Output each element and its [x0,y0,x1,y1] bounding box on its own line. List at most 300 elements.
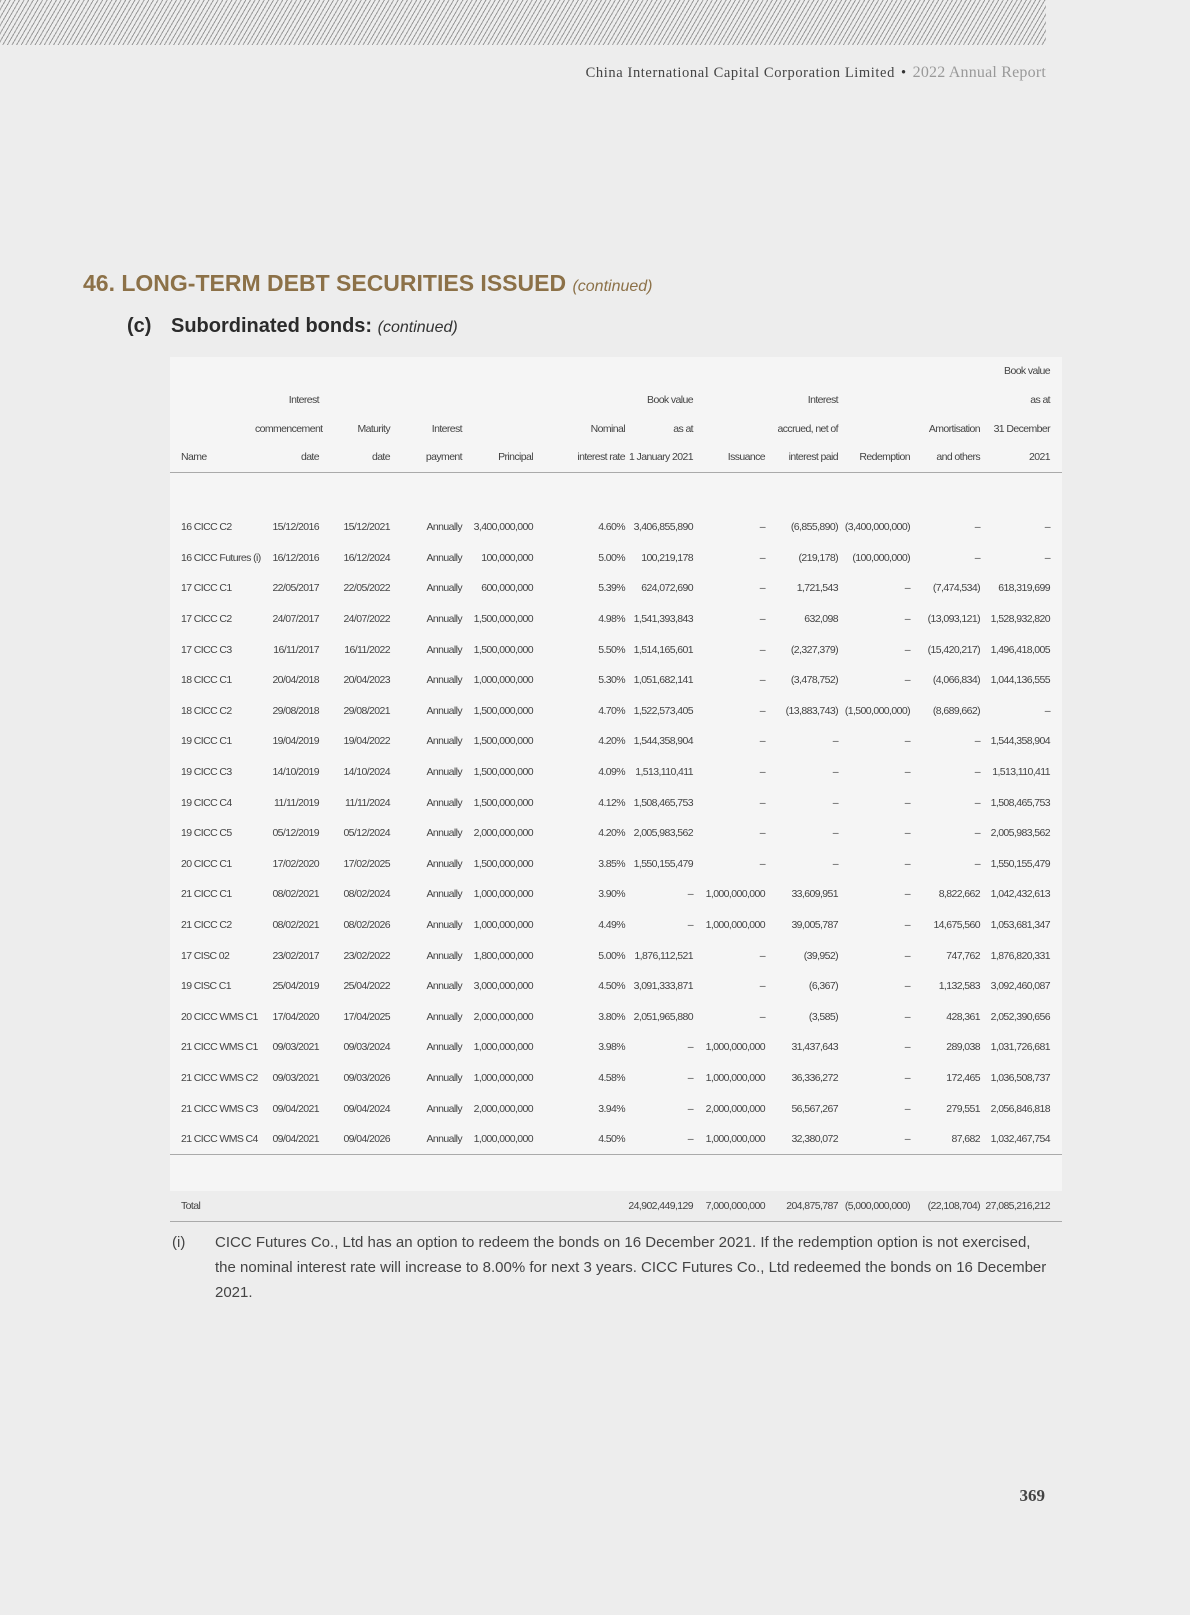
table-cell: – [974,796,980,809]
column-header [462,385,533,414]
table-cell: 08/02/2026 [343,919,390,932]
table-cell: Annually [426,1010,462,1023]
report-name: 2022 Annual Report [912,64,1046,81]
table-cell: 1,000,000,000 [473,919,533,932]
table-row [170,696,1062,727]
subsection-title-text: Subordinated bonds: [171,315,373,337]
table-cell: 1,514,165,601 [633,643,693,656]
table-cell: (100,000,000) [852,551,910,564]
table-cell: 1,031,726,681 [990,1041,1050,1054]
table-cell: 1,500,000,000 [473,704,533,717]
table-cell: 19 CICC C4 [181,796,232,809]
table-cell: 1,500,000,000 [473,766,533,779]
table-cell: 2,000,000,000 [473,1010,533,1023]
table-cell: (2,327,379) [790,643,838,656]
table-cell: 172,465 [946,1071,980,1084]
table-cell: 428,361 [946,1010,980,1023]
table-cell: – [904,643,910,656]
table-cell: – [832,827,838,840]
table-row [170,665,1062,696]
table-cell: – [974,551,980,564]
table-cell: 08/02/2021 [272,888,319,901]
table-cell: 5.00% [598,551,625,564]
total-cell: (5,000,000,000) [838,1190,910,1221]
table-cell: 1,000,000,000 [705,1071,765,1084]
subsection-label: (c) [127,315,152,337]
header-row [170,385,1062,414]
table-cell: 21 CICC WMS C4 [170,1124,255,1155]
pad-cell [1050,443,1062,472]
table-cell: (13,093,121) [927,613,980,626]
table-cell: – [904,888,910,901]
table-cell: – [832,766,838,779]
footnote-text: CICC Futures Co., Ltd has an option to redeem the bonds on 16 December 2021. If the redemption option is not exercised, the nominal interest rate will increase to 8.00% for next 3 years. CICC Futures Co., Ltd redeemed the bonds on 16 December 2021. [215,1234,1047,1301]
table-cell: 25/04/2022 [343,980,390,993]
table-cell: Annually [426,551,462,564]
table-cell: Annually [426,949,462,962]
table-cell: 16/11/2017 [273,643,319,656]
table-row [170,971,1062,1002]
column-header [255,356,319,385]
table-cell: 1,000,000,000 [473,888,533,901]
column-header [693,356,765,385]
table-cell: – [759,766,765,779]
table-cell: – [904,674,910,687]
column-header [390,385,462,414]
table-cell: Annually [426,796,462,809]
table-cell: 279,551 [946,1102,980,1115]
table-cell: 1,036,508,737 [990,1071,1050,1084]
column-header [170,356,255,385]
table-cell: 1,508,465,753 [633,796,693,809]
column-header: Principal [462,443,533,472]
table-row [170,910,1062,941]
table-cell: Annually [426,704,462,717]
table-cell: 32,380,072 [765,1124,838,1155]
table-cell: 14/10/2024 [343,766,390,779]
table-cell: 2,056,846,818 [990,1102,1050,1115]
pad-cell [1050,512,1062,543]
table-cell: (39,952) [803,949,838,962]
pad-cell [1050,879,1062,910]
column-header: as at [673,422,693,435]
table-cell: – [759,674,765,687]
table-cell: 1,500,000,000 [473,613,533,626]
table-cell: Annually [390,1124,462,1155]
table-cell: Annually [426,1102,462,1115]
table-cell: 15/12/2021 [343,521,390,534]
table-cell: 16/12/2016 [272,551,319,564]
column-header: 31 December [993,422,1050,435]
pad-cell [1050,1093,1062,1124]
table-cell: 2,005,983,562 [990,827,1050,840]
table-cell: Annually [426,521,462,534]
table-row [170,849,1062,880]
table-cell: 1,500,000,000 [473,735,533,748]
decorative-hatch-band [0,0,1046,45]
table-cell: – [832,735,838,748]
table-cell: (1,500,000,000) [844,704,910,717]
table-cell: – [904,613,910,626]
header-row [170,356,1062,385]
table-cell: 19 CICC C3 [181,766,232,779]
table-cell: 14,675,560 [933,919,980,932]
table-cell: – [838,1124,910,1155]
table-cell: 19 CISC C1 [181,980,232,993]
pad-cell [1050,1063,1062,1094]
table-cell: 17/04/2020 [272,1010,319,1023]
pad-cell [1050,849,1062,880]
pad-cell [1050,818,1062,849]
table-row [170,1093,1062,1124]
column-header [838,385,910,414]
table-cell: 24/07/2022 [343,613,390,626]
column-header: Book value [647,393,693,406]
table-cell: 3.85% [598,857,625,870]
table-cell: 5.50% [598,643,625,656]
table-cell: 1,522,573,405 [633,704,693,717]
column-header [838,414,910,443]
total-cell [462,1190,533,1221]
table-cell: 09/03/2021 [272,1041,319,1054]
table-cell: 1,000,000,000 [462,1124,533,1155]
table-cell: – [974,521,980,534]
column-header: and others [910,443,980,472]
table-cell: 4.60% [598,521,625,534]
table-cell: – [1044,704,1050,717]
table-cell: 19/04/2019 [272,735,319,748]
table-cell: 289,038 [946,1041,980,1054]
table-cell: 11/11/2019 [274,796,319,809]
column-header [533,356,625,385]
column-header: interest paid [765,443,838,472]
table-cell: 1,876,820,331 [990,949,1050,962]
column-header [390,356,462,385]
table-cell: Annually [426,766,462,779]
table-cell: 33,609,951 [791,888,838,901]
column-header [838,356,910,385]
table-cell: 17 CICC C3 [181,643,232,656]
table-cell: 618,319,699 [998,582,1050,595]
table-cell: 16 CICC C2 [181,521,232,534]
pad-cell [1050,1124,1062,1155]
table-cell: – [759,1010,765,1023]
table-cell: 25/04/2019 [272,980,319,993]
table-cell: (7,474,534) [932,582,980,595]
table-cell: 1,000,000,000 [705,1041,765,1054]
table-cell: (6,855,890) [790,521,838,534]
table-cell: Annually [426,919,462,932]
column-header [910,356,980,385]
table-row [170,879,1062,910]
table-cell: 1,544,358,904 [633,735,693,748]
pad-cell [1050,385,1062,414]
table-cell: 632,098 [804,613,838,626]
total-cell: 24,902,449,129 [625,1190,693,1221]
table-cell: 4.09% [598,766,625,779]
table-cell: 5.00% [598,949,625,962]
table-cell: 1,000,000,000 [705,888,765,901]
column-header: Interest [431,422,462,435]
column-header [462,414,533,443]
table-cell: – [687,888,693,901]
pad-cell [1050,1002,1062,1033]
table-cell: 29/08/2021 [343,704,390,717]
table-cell: 1,000,000,000 [473,1041,533,1054]
table-cell: – [904,1041,910,1054]
table-cell: – [904,1010,910,1023]
table-cell: 23/02/2017 [272,949,319,962]
table-cell: – [904,582,910,595]
table-cell: 1,528,932,820 [990,613,1050,626]
footnote [172,1230,1048,1305]
table-cell: – [974,735,980,748]
table-cell: 1,876,112,521 [634,949,693,962]
table-cell: – [687,919,693,932]
spacer-row [170,1154,1062,1190]
table-cell: 09/03/2021 [272,1071,319,1084]
column-header: commencement [255,422,323,435]
table-cell: 1,053,681,347 [990,919,1050,932]
table-cell: – [904,980,910,993]
table-cell: – [625,1124,693,1155]
table-cell: (3,585) [808,1010,838,1023]
table-cell: 21 CICC WMS C3 [181,1102,258,1115]
table-cell: 1,000,000,000 [693,1124,765,1155]
table-cell: 09/03/2024 [343,1041,390,1054]
column-header [625,356,693,385]
table-cell: 1,000,000,000 [473,1071,533,1084]
table-cell: 20 CICC WMS C1 [181,1010,258,1023]
table-cell: 17 CISC 02 [181,949,230,962]
table-cell: 4.12% [598,796,625,809]
table-row [170,726,1062,757]
section-title-text: 46. LONG-TERM DEBT SECURITIES ISSUED [83,270,567,296]
subsection-continued: (continued) [377,319,458,336]
table-cell: 11/11/2024 [345,796,390,809]
table-row [170,573,1062,604]
separator-dot: • [900,65,907,81]
table-cell: 19/04/2022 [343,735,390,748]
table-cell: 4.58% [598,1071,625,1084]
pad-cell [1050,787,1062,818]
table-cell: 09/04/2021 [272,1102,319,1115]
total-row [170,1190,1062,1221]
table-cell: 15/12/2016 [272,521,319,534]
table-cell: Annually [426,1041,462,1054]
table-cell: – [759,704,765,717]
table-cell: 4.98% [598,613,625,626]
table-cell: Annually [426,980,462,993]
column-header: Nominal [590,422,625,435]
table-cell: 4.20% [598,827,625,840]
table-row [170,512,1062,543]
table-cell: Annually [426,643,462,656]
table-cell: 4.20% [598,735,625,748]
column-header [693,385,765,414]
table-cell: 1,051,682,141 [633,674,693,687]
pad-cell [1050,757,1062,788]
pad-cell [1050,604,1062,635]
table-cell: – [759,857,765,870]
table-cell: 17/02/2025 [343,857,390,870]
table-row [170,604,1062,635]
pad-cell [1050,1032,1062,1063]
column-header: Amortisation [928,422,980,435]
table-row [170,757,1062,788]
table-cell: 3,091,333,871 [633,980,693,993]
table-cell: 3.94% [598,1102,625,1115]
table-cell: 17 CICC C1 [181,582,232,595]
table-cell: (3,400,000,000) [844,521,910,534]
table-cell: – [974,766,980,779]
column-header [765,356,838,385]
table-cell: – [759,980,765,993]
table-cell: 1,800,000,000 [473,949,533,962]
spacer-row [170,472,1062,512]
table-cell: – [904,919,910,932]
table-cell: 5.39% [598,582,625,595]
table-cell: 21 CICC C1 [181,888,232,901]
table-cell: (4,066,834) [932,674,980,687]
table-cell: (13,883,743) [785,704,838,717]
column-header: Issuance [693,443,765,472]
table-row [170,1032,1062,1063]
table-cell: – [759,735,765,748]
table-cell: (15,420,217) [927,643,980,656]
column-header [533,385,625,414]
table-row [170,543,1062,574]
table-cell: 29/08/2018 [272,704,319,717]
subordinated-bonds-table [170,356,1062,1222]
table-cell: (3,478,752) [790,674,838,687]
table-cell: 22/05/2017 [272,582,319,595]
table-cell: – [759,521,765,534]
table-cell: 36,336,272 [791,1071,838,1084]
table-cell: 24/07/2017 [272,613,319,626]
table-cell: 1,550,155,479 [633,857,693,870]
table-cell: 3,406,855,890 [633,521,693,534]
table-cell: 1,544,358,904 [990,735,1050,748]
table-cell: 23/02/2022 [343,949,390,962]
pad-cell [1050,543,1062,574]
table-cell: 1,500,000,000 [473,857,533,870]
table-cell: 1,541,393,843 [633,613,693,626]
pad-cell [1050,971,1062,1002]
table-cell: 87,682 [910,1124,980,1155]
page-number: 369 [1019,1486,1045,1505]
table-cell: Annually [426,1071,462,1084]
table-cell: Annually [426,674,462,687]
column-header: Book value [1004,364,1050,377]
table-cell: 2,052,390,656 [990,1010,1050,1023]
table-cell: – [832,857,838,870]
table-cell: 16/12/2024 [343,551,390,564]
table-cell: (8,689,662) [932,704,980,717]
total-cell: (22,108,704) [910,1190,980,1221]
table-cell: 18 CICC C1 [181,674,232,687]
table-cell: – [904,796,910,809]
table-cell: 17 CICC C2 [181,613,232,626]
table-cell: Annually [426,582,462,595]
table-cell: 747,762 [946,949,980,962]
pad-cell [1050,414,1062,443]
table-cell: – [759,643,765,656]
total-cell: 204,875,787 [765,1190,838,1221]
column-header: Maturity [357,422,390,435]
table-cell: 1,508,465,753 [990,796,1050,809]
table-cell: 3.98% [598,1041,625,1054]
pad-cell [1050,356,1062,385]
table-cell: – [759,949,765,962]
table-cell: – [904,857,910,870]
table-cell: – [974,827,980,840]
table-cell: – [759,551,765,564]
table-row [170,940,1062,971]
table-cell: 5.30% [598,674,625,687]
total-cell: Total [170,1190,255,1221]
table-cell: 4.50% [533,1124,625,1155]
column-header [462,356,533,385]
table-cell: 3.90% [598,888,625,901]
table-row [170,818,1062,849]
table-cell: 20 CICC C1 [181,857,232,870]
table-cell: – [904,766,910,779]
table-cell: – [904,949,910,962]
running-header [586,64,1046,82]
section-title [83,270,653,297]
table-cell: 2,000,000,000 [473,1102,533,1115]
table-cell: 16 CICC Futures (i) [181,551,261,564]
total-cell: 7,000,000,000 [693,1190,765,1221]
section-continued: (continued) [572,278,653,295]
table-cell: – [1044,551,1050,564]
footnote-mark: (i) [172,1234,186,1251]
table-cell: 22/05/2022 [343,582,390,595]
table-cell: 14/10/2019 [272,766,319,779]
table-cell: 1,721,543 [796,582,838,595]
table-cell: – [759,613,765,626]
table-cell: 2,005,983,562 [633,827,693,840]
table-cell: 20/04/2023 [343,674,390,687]
column-header: date [319,443,390,472]
table-cell: 17/04/2025 [343,1010,390,1023]
table-cell: 3,092,460,087 [990,980,1050,993]
table-cell: – [759,582,765,595]
column-header: date [255,443,319,472]
column-header: accrued, net of [777,422,838,435]
total-cell [319,1190,390,1221]
total-cell [255,1190,319,1221]
table-cell: – [904,1102,910,1115]
table-cell: 39,005,787 [791,919,838,932]
table-cell: 08/02/2024 [343,888,390,901]
table-cell: 19 CICC C5 [181,827,232,840]
table-cell: 4.70% [598,704,625,717]
table-cell: 1,042,432,613 [990,888,1050,901]
table-row [170,634,1062,665]
table-cell: – [904,827,910,840]
table-cell: 3.80% [598,1010,625,1023]
table-cell: 18 CICC C2 [181,704,232,717]
table-cell: – [832,796,838,809]
table-cell: Annually [426,735,462,748]
table-cell: 56,567,267 [791,1102,838,1115]
table-cell: 31,437,643 [791,1041,838,1054]
table-cell: – [904,1071,910,1084]
total-cell [533,1190,625,1221]
table-cell: 19 CICC C1 [181,735,232,748]
